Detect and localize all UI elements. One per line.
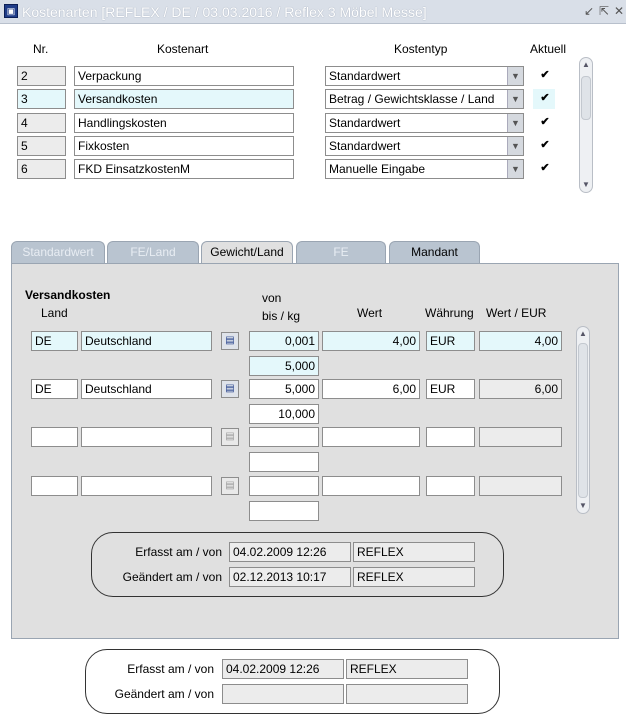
kosten-kostentyp-select[interactable] <box>325 136 524 156</box>
scroll-thumb[interactable] <box>581 76 591 120</box>
kostentyp-value: Manuelle Eingabe <box>329 162 426 176</box>
header-wert: Wert <box>357 306 383 320</box>
chevron-down-icon[interactable]: ▼ <box>507 114 523 132</box>
list-of-values-icon[interactable]: ▤ <box>221 380 239 398</box>
kosten-aktuell-checkbox[interactable]: ✔ <box>540 116 550 128</box>
header-aktuell: Aktuell <box>530 42 567 56</box>
land-name-field[interactable] <box>81 476 212 496</box>
bis-field[interactable]: 10,000 <box>249 404 319 424</box>
erfasst-label: Erfasst am / von <box>127 662 214 676</box>
scroll-up-icon[interactable]: ▲ <box>579 329 587 338</box>
land-code-field[interactable]: DE <box>31 331 78 351</box>
window-title: Kostenarten [REFLEX / DE / 03.03.2016 / Reflex 3 Möbel Messe] <box>22 4 427 20</box>
geaendert-date <box>222 684 344 704</box>
chevron-down-icon[interactable]: ▼ <box>507 137 523 155</box>
erfasst-user: REFLEX <box>346 659 468 679</box>
kosten-scrollbar[interactable] <box>579 57 593 193</box>
waehrung-field[interactable]: EUR <box>426 331 475 351</box>
kosten-kostentyp-select[interactable] <box>325 66 524 86</box>
oracle-forms-icon: ▣ <box>4 4 18 18</box>
wert-field[interactable]: 4,00 <box>322 331 420 351</box>
kosten-kostentyp-select[interactable] <box>325 113 524 133</box>
scroll-up-icon[interactable]: ▲ <box>582 60 590 69</box>
land-name-field[interactable]: Deutschland <box>81 331 212 351</box>
wert-eur-field[interactable] <box>479 476 562 496</box>
chevron-down-icon[interactable]: ▼ <box>507 67 523 85</box>
section-title: Versandkosten <box>25 288 111 302</box>
header-bis-kg: bis / kg <box>262 309 301 323</box>
kosten-aktuell-checkbox[interactable]: ✔ <box>540 139 550 151</box>
land-name-field[interactable] <box>81 427 212 447</box>
wert-eur-field[interactable]: 6,00 <box>479 379 562 399</box>
tab-fe-land[interactable]: FE/Land <box>107 241 199 263</box>
kostentyp-value: Standardwert <box>329 69 401 83</box>
wert-field[interactable] <box>322 476 420 496</box>
tab-gewicht-land[interactable]: Gewicht/Land <box>201 241 293 264</box>
von-field[interactable] <box>249 476 319 496</box>
land-code-field[interactable] <box>31 476 78 496</box>
wert-eur-field[interactable]: 4,00 <box>479 331 562 351</box>
kostentyp-value: Betrag / Gewichtsklasse / Land <box>329 92 495 106</box>
scroll-down-icon[interactable]: ▼ <box>579 501 587 510</box>
bis-field[interactable] <box>249 501 319 521</box>
tab-fe[interactable]: FE <box>296 241 386 263</box>
waehrung-field[interactable] <box>426 427 475 447</box>
kosten-kostenart[interactable]: Verpackung <box>74 66 294 86</box>
geaendert-label: Geändert am / von <box>114 687 214 701</box>
erfasst-label: Erfasst am / von <box>135 545 222 559</box>
bis-field[interactable]: 5,000 <box>249 356 319 376</box>
kosten-aktuell-checkbox[interactable]: ✔ <box>540 162 550 174</box>
header-von: von <box>262 291 282 305</box>
kosten-kostenart[interactable]: FKD EinsatzkostenM <box>74 159 294 179</box>
wert-field[interactable]: 6,00 <box>322 379 420 399</box>
maximize-icon[interactable]: ⇱ <box>598 4 610 18</box>
kostentyp-value: Standardwert <box>329 139 401 153</box>
geaendert-user: REFLEX <box>353 567 475 587</box>
tab-standardwert[interactable]: Standardwert <box>11 241 105 263</box>
list-of-values-icon[interactable]: ▤ <box>221 477 239 495</box>
kosten-nr[interactable]: 6 <box>17 159 66 179</box>
bis-field[interactable] <box>249 452 319 472</box>
versand-scrollbar[interactable] <box>576 326 590 514</box>
header-waehrung: Währung <box>425 306 474 320</box>
kosten-kostenart[interactable]: Fixkosten <box>74 136 294 156</box>
scroll-down-icon[interactable]: ▼ <box>582 180 590 189</box>
header-wert-eur: Wert / EUR <box>486 306 547 320</box>
waehrung-field[interactable]: EUR <box>426 379 475 399</box>
tab-mandant[interactable]: Mandant <box>389 241 480 263</box>
header-land: Land <box>41 306 68 320</box>
geaendert-date: 02.12.2013 10:17 <box>229 567 351 587</box>
land-code-field[interactable] <box>31 427 78 447</box>
kosten-kostentyp-select[interactable] <box>325 159 524 179</box>
waehrung-field[interactable] <box>426 476 475 496</box>
kosten-nr[interactable]: 5 <box>17 136 66 156</box>
kosten-kostentyp-select[interactable] <box>325 89 524 109</box>
erfasst-date: 04.02.2009 12:26 <box>222 659 344 679</box>
kosten-nr[interactable]: 2 <box>17 66 66 86</box>
kosten-kostenart[interactable]: Versandkosten <box>74 89 294 109</box>
geaendert-label: Geändert am / von <box>122 570 222 584</box>
list-of-values-icon[interactable]: ▤ <box>221 428 239 446</box>
kosten-nr[interactable]: 4 <box>17 113 66 133</box>
header-kostentyp: Kostentyp <box>394 42 448 56</box>
land-code-field[interactable]: DE <box>31 379 78 399</box>
chevron-down-icon[interactable]: ▼ <box>507 160 523 178</box>
land-name-field[interactable]: Deutschland <box>81 379 212 399</box>
kosten-nr[interactable]: 3 <box>17 89 66 109</box>
chevron-down-icon[interactable]: ▼ <box>507 90 523 108</box>
restore-icon[interactable]: ↙ <box>583 4 595 18</box>
kosten-aktuell-checkbox[interactable]: ✔ <box>540 92 550 104</box>
geaendert-user <box>346 684 468 704</box>
header-kostenart: Kostenart <box>157 42 209 56</box>
kosten-aktuell-checkbox[interactable]: ✔ <box>540 69 550 81</box>
kostentyp-value: Standardwert <box>329 116 401 130</box>
list-of-values-icon[interactable]: ▤ <box>221 332 239 350</box>
kosten-kostenart[interactable]: Handlingskosten <box>74 113 294 133</box>
von-field[interactable] <box>249 427 319 447</box>
erfasst-date: 04.02.2009 12:26 <box>229 542 351 562</box>
von-field[interactable]: 5,000 <box>249 379 319 399</box>
erfasst-user: REFLEX <box>353 542 475 562</box>
close-icon[interactable]: ✕ <box>613 4 625 18</box>
header-nr: Nr. <box>33 42 49 56</box>
wert-eur-field[interactable] <box>479 427 562 447</box>
von-field[interactable]: 0,001 <box>249 331 319 351</box>
wert-field[interactable] <box>322 427 420 447</box>
scroll-thumb[interactable] <box>578 343 588 498</box>
